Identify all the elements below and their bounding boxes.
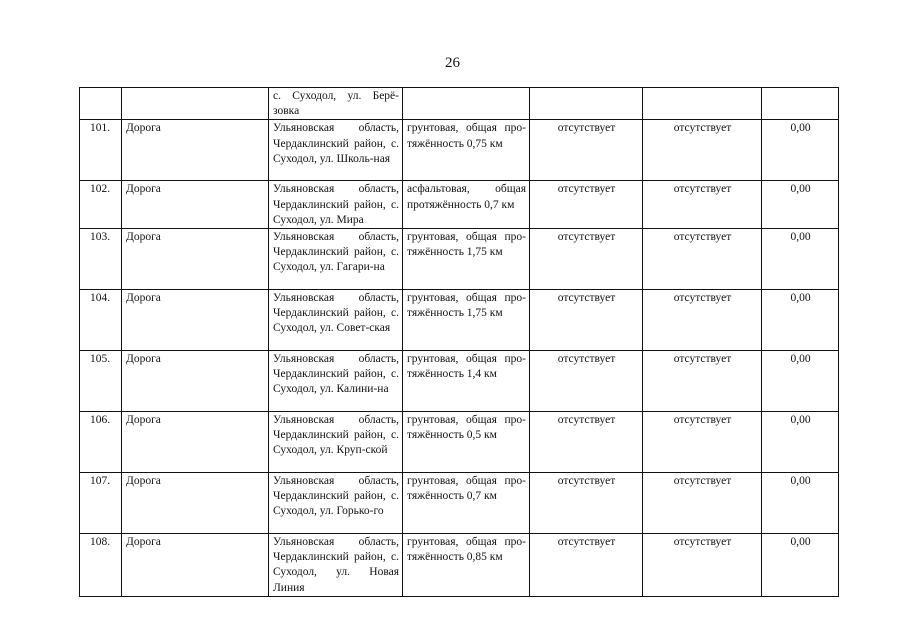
table-row [80,181,839,229]
cell-col6: отсутствует [643,351,762,412]
cell-col6: отсутствует [643,120,762,181]
cell-col6: отсутствует [643,534,762,597]
cell-col5: отсутствует [530,534,643,597]
cell-num: 101. [80,120,122,181]
cell-num: 105. [80,351,122,412]
cell-col5: отсутствует [530,412,643,473]
cell-col6 [643,88,762,120]
cell-col6: отсутствует [643,290,762,351]
table-row [80,120,839,181]
cell-col5: отсутствует [530,290,643,351]
cell-num: 103. [80,229,122,290]
page-number: 26 [445,55,460,71]
cell-col6: отсутствует [643,229,762,290]
cell-value: 0,00 [762,412,839,473]
cell-name: Дорога [122,290,269,351]
cell-num: 104. [80,290,122,351]
cell-location: Ульяновская область, Чердаклинский район, с. Суходол, ул. Круп-ской [269,412,403,473]
cell-name: Дорога [122,473,269,534]
cell-description: грунтовая, общая про-тяжённость 0,85 км [403,534,530,597]
cell-num: 106. [80,412,122,473]
cell-location: Ульяновская область, Чердаклинский район, с. Суходол, ул. Гагари-на [269,229,403,290]
cell-description: грунтовая, общая про-тяжённость 1,75 км [403,229,530,290]
cell-value: 0,00 [762,351,839,412]
table-row [80,473,839,534]
cell-num: 108. [80,534,122,597]
cell-name: Дорога [122,412,269,473]
cell-value: 0,00 [762,290,839,351]
cell-name: Дорога [122,534,269,597]
cell-col5: отсутствует [530,229,643,290]
table-row [80,290,839,351]
cell-location: Ульяновская область, Чердаклинский район, с. Суходол, ул. Горько-го [269,473,403,534]
table-row [80,412,839,473]
cell-location: Ульяновская область, Чердаклинский район, с. Суходол, ул. Школь-ная [269,120,403,181]
cell-num: 107. [80,473,122,534]
cell-col6: отсутствует [643,473,762,534]
cell-description [403,88,530,120]
cell-col5 [530,88,643,120]
cell-location: с. Суходол, ул. Берё-зовка [269,88,403,120]
cell-col5: отсутствует [530,120,643,181]
cell-num: 102. [80,181,122,229]
cell-name: Дорога [122,181,269,229]
table-row [80,351,839,412]
cell-description: грунтовая, общая про-тяжённость 0,7 км [403,473,530,534]
cell-location: Ульяновская область, Чердаклинский район, с. Суходол, ул. Совет-ская [269,290,403,351]
cell-num [80,88,122,120]
cell-col5: отсутствует [530,473,643,534]
cell-value: 0,00 [762,534,839,597]
cell-col6: отсутствует [643,412,762,473]
cell-col5: отсутствует [530,181,643,229]
table-row-continued [80,88,839,120]
cell-name: Дорога [122,120,269,181]
cell-name: Дорога [122,351,269,412]
cell-col6: отсутствует [643,181,762,229]
cell-value: 0,00 [762,473,839,534]
cell-description: грунтовая, общая про-тяжённость 0,75 км [403,120,530,181]
table-row [80,229,839,290]
cell-value: 0,00 [762,181,839,229]
cell-location: Ульяновская область, Чердаклинский район, с. Суходол, ул. Калини-на [269,351,403,412]
cell-value: 0,00 [762,120,839,181]
cell-name: Дорога [122,229,269,290]
cell-value [762,88,839,120]
table-row [80,534,839,597]
cell-location: Ульяновская область, Чердаклинский район, с. Суходол, ул. Новая Линия [269,534,403,597]
cell-location: Ульяновская область, Чердаклинский район, с. Суходол, ул. Мира [269,181,403,229]
cell-description: асфальтовая, общая протяжённость 0,7 км [403,181,530,229]
cell-col5: отсутствует [530,351,643,412]
cell-name [122,88,269,120]
cell-value: 0,00 [762,229,839,290]
cell-description: грунтовая, общая про-тяжённость 1,4 км [403,351,530,412]
cell-description: грунтовая, общая про-тяжённость 1,75 км [403,290,530,351]
property-table [79,87,839,597]
cell-description: грунтовая, общая про-тяжённость 0,5 км [403,412,530,473]
